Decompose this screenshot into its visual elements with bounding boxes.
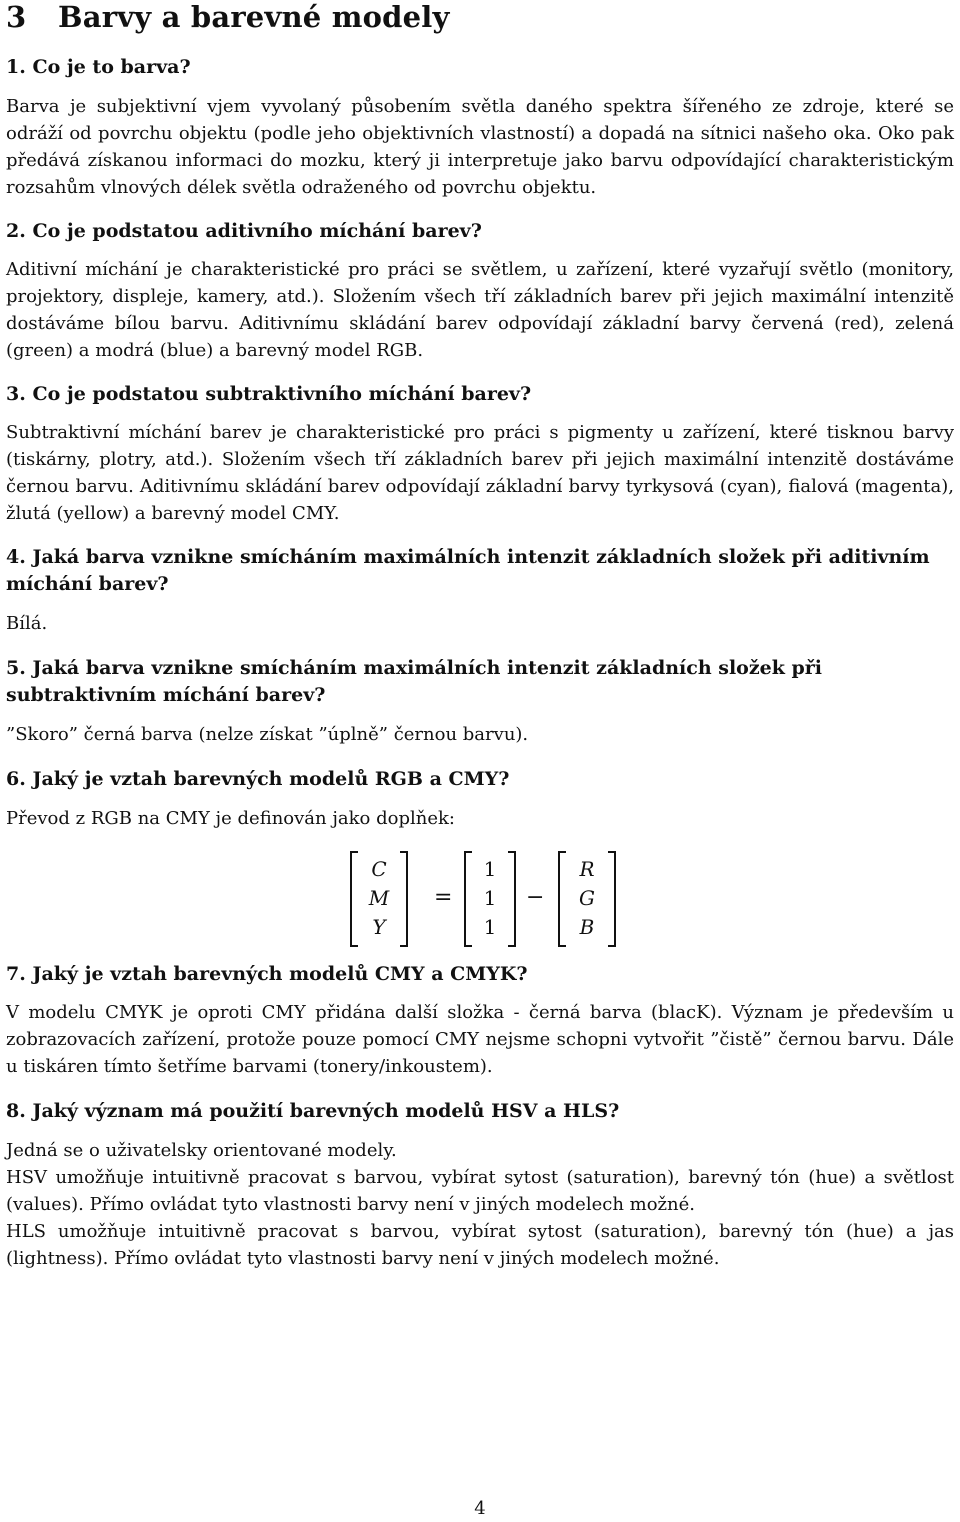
page-number: 4 — [474, 1498, 486, 1519]
question-8: 8. Jaký význam má použití barevných modelů HSV a HLS? — [6, 1100, 620, 1122]
question-3: 3. Co je podstatou subtraktivního míchání barev? — [6, 383, 532, 405]
question-6: 6. Jaký je vztah barevných modelů RGB a CMY? — [6, 768, 510, 790]
answer-6: Převod z RGB na CMY je definován jako doplňek: — [6, 808, 455, 829]
minus-sign: − — [526, 885, 545, 910]
left-bracket — [464, 851, 472, 947]
chapter-title — [6, 0, 954, 34]
right-bracket — [400, 851, 408, 947]
left-bracket — [558, 851, 566, 947]
question-1: 1. Co je to barva? — [6, 56, 191, 78]
chapter-title-text: Barvy a barevné modely — [58, 0, 450, 34]
cell-one-3: 1 — [483, 915, 497, 939]
chapter-number: 3 — [6, 0, 27, 34]
left-bracket — [350, 851, 358, 947]
answer-7: V modelu CMYK je oproti CMY přidána další složka - černá barva (blacK). Význam je především u zobrazovacích zařízení, protože pouze pomocí CMY nejsme schopni vytvořit ”čistě” černou barvu. Dále u tiskáren tímto šetříme barvami (tonery/inkoustem). — [6, 1002, 954, 1077]
right-bracket — [608, 851, 616, 947]
question-2: 2. Co je podstatou aditivního míchání barev? — [6, 220, 482, 242]
rgb-vector-cells — [566, 855, 608, 942]
cell-one-2: 1 — [483, 886, 497, 910]
right-bracket — [508, 851, 516, 947]
answer-2: Aditivní míchání je charakteristické pro práci se světlem, u zařízení, které vyzařují světlo (monitory, projektory, displeje, kamery, atd.). Složením všech tří základních barev při jejich maximální intenzitě dostáváme bílou barvu. Aditivnímu skládání barev odpovídají základní barvy červená (red), zelená (green) a modrá (blue) a barevný model RGB. — [6, 259, 954, 361]
answer-1: Barva je subjektivní vjem vyvolaný působením světla daného spektra šířeného ze zdroje, které se odráží od povrchu objektu (podle jeho objektivních vlastností) a dopadá na sítnici našeho oka. Oko pak předává získanou informaci do mozku, který ji interpretuje jako barvu odpovídající charakteristickým rozsahům vlnových délek světla odraženého od povrchu objektu. — [6, 96, 954, 198]
answer-8-hls: HLS umožňuje intuitivně pracovat s barvou, vybírat sytost (saturation), barevný tón (hue) a jas (lightness). Přímo ovládat tyto vlastnosti barvy není v jiných modelech možné. — [6, 1221, 954, 1269]
cell-g: G — [579, 886, 595, 910]
equals-sign: = — [434, 885, 453, 910]
answer-5: ”Skoro” černá barva (nelze získat ”úplně” černou barvu). — [6, 724, 529, 745]
answer-8-hsv: HSV umožňuje intuitivně pracovat s barvou, vybírat sytost (saturation), barevný tón (hue) a světlost (values). Přímo ovládat tyto vlastnosti barvy není v jiných modelech možné. — [6, 1167, 954, 1215]
answer-3: Subtraktivní míchání barev je charakteristické pro práci s pigmenty u zařízení, které tisknou barvy (tiskárny, plotry, atd.). Složením všech tří základních barev při jejich maximální intenzitě dostáváme černou barvu. Aditivnímu skládání barev odpovídají základní barvy tyrkysová (cyan), fialová (magenta), žlutá (yellow) a barevný model CMY. — [6, 422, 954, 524]
ones-vector — [464, 851, 516, 949]
ones-vector-cells — [472, 855, 508, 942]
question-4: 4. Jaká barva vznikne smícháním maximálních intenzit základních složek při aditivním míchání barev? — [6, 546, 930, 595]
answer-4: Bílá. — [6, 613, 48, 634]
cell-m: M — [368, 886, 390, 910]
rgb-vector — [558, 851, 616, 949]
cmy-vector-cells — [358, 855, 400, 942]
cell-c: C — [371, 857, 387, 881]
rgb-cmy-equation — [6, 851, 954, 951]
cell-one-1: 1 — [483, 857, 497, 881]
answer-8-intro: Jedná se o uživatelsky orientované modely. — [6, 1140, 397, 1161]
question-7: 7. Jaký je vztah barevných modelů CMY a CMYK? — [6, 963, 528, 985]
cell-b: B — [579, 915, 595, 939]
cell-r: R — [579, 857, 595, 881]
question-5: 5. Jaká barva vznikne smícháním maximálních intenzit základních složek při subtraktivním míchání barev? — [6, 657, 823, 706]
cmy-vector — [350, 851, 408, 949]
cell-y: Y — [372, 915, 386, 939]
